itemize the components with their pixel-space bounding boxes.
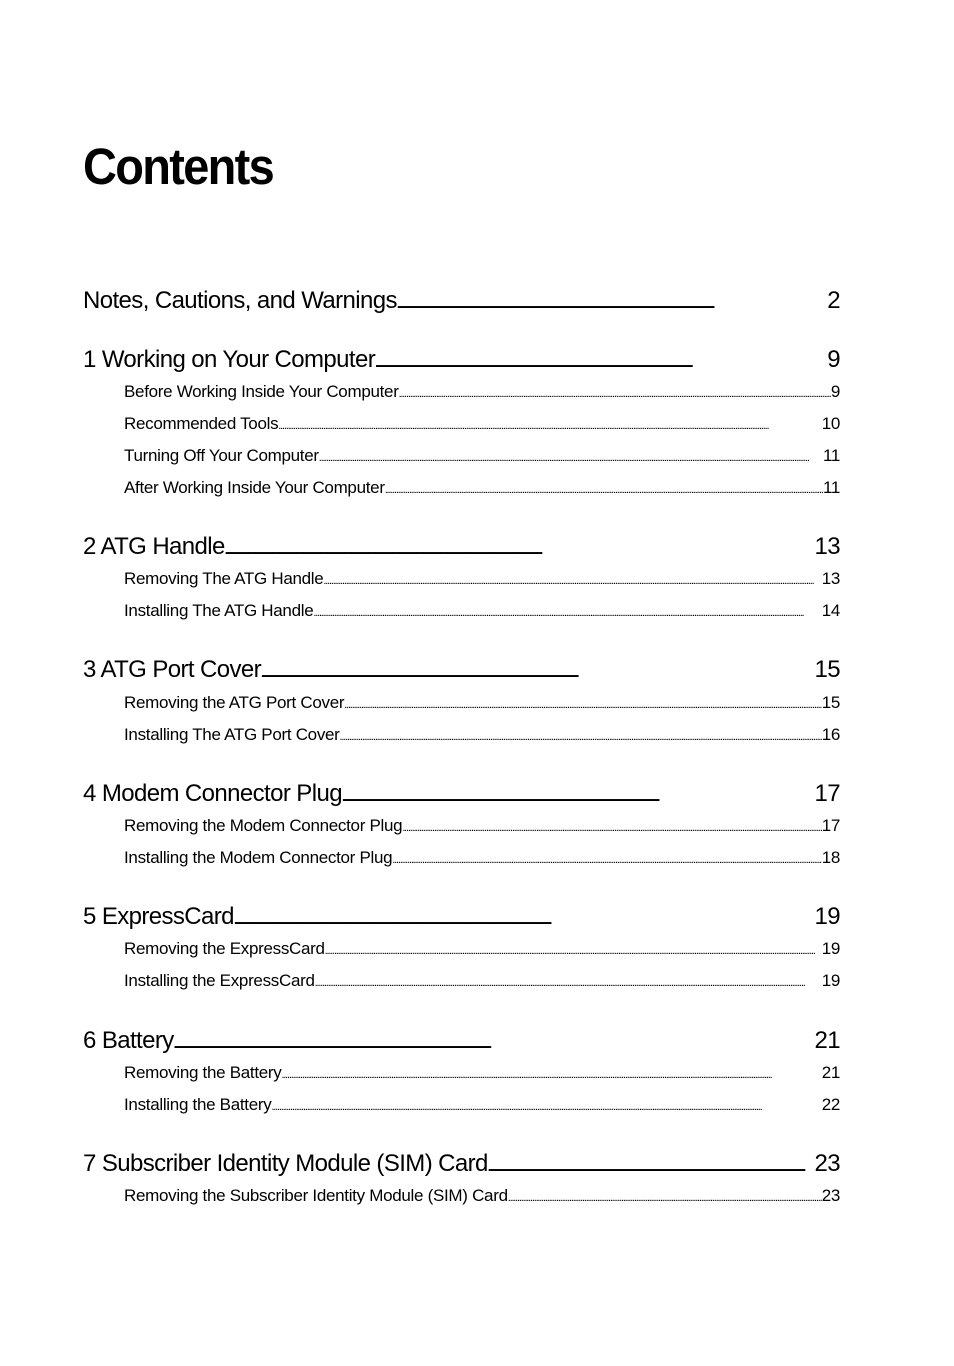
toc-chapter-entry[interactable] [83,1026,840,1056]
toc-section-entry[interactable] [124,1185,840,1207]
toc-section-entry[interactable] [124,970,840,992]
toc-page-number: 22 [821,1095,840,1114]
toc-section-entry[interactable] [124,815,840,837]
toc-section-entry[interactable] [124,413,840,435]
toc-page-number: 15 [821,693,840,712]
page-title: Contents [83,138,274,195]
toc-leader-dots [323,570,821,590]
toc-entry-label: Removing the Modem Connector Plug [124,816,403,835]
toc-section-entry[interactable] [124,381,840,403]
toc-page-number: 21 [814,1027,840,1054]
toc-leader-dots [278,415,821,435]
toc-entry-label: 2 ATG Handle [83,533,225,560]
toc-page-number: 14 [821,601,840,620]
toc-page-number: 23 [821,1186,840,1205]
toc-entry-label: Removing the Subscriber Identity Module (SIM) Card [124,1186,508,1205]
toc-leader-dots [385,479,823,499]
toc-entry-label: Notes, Cautions, and Warnings [83,287,397,314]
toc-page-number: 2 [827,287,840,314]
toc-entry-label: 6 Battery [83,1027,174,1054]
toc-leader-dots [399,383,831,403]
toc-entry-label: 5 ExpressCard [83,903,234,930]
toc-entry-label: Installing The ATG Handle [124,601,314,620]
toc-entry-label: 1 Working on Your Computer [83,346,376,373]
toc-page-number: 17 [814,780,840,807]
toc-page-number: 11 [822,446,840,465]
toc-leader-dots [234,905,815,932]
toc-entry-label: Before Working Inside Your Computer [124,382,399,401]
toc-section-entry[interactable] [124,1062,840,1084]
toc-leader-dots [281,1064,821,1084]
toc-leader-dots [325,940,822,960]
toc-page-number: 19 [821,939,840,958]
toc-page-number: 21 [821,1063,840,1082]
toc-page-number: 13 [821,569,840,588]
toc-page-number: 15 [814,656,840,683]
toc-leader-dots [488,1152,815,1179]
toc-page-number: 23 [814,1150,840,1177]
toc-section-entry[interactable] [124,692,840,714]
toc-page-number: 13 [814,533,840,560]
toc-leader-dots [397,289,827,316]
toc-section-entry[interactable] [124,938,840,960]
toc-leader-dots [319,447,823,467]
toc-entry-label: 3 ATG Port Cover [83,656,262,683]
toc-section-entry[interactable] [124,724,840,746]
toc-leader-dots [271,1096,821,1116]
toc-leader-dots [174,1029,815,1056]
toc-entry-label: Recommended Tools [124,414,279,433]
toc-chapter-entry[interactable] [83,902,840,932]
toc-leader-dots [225,535,815,562]
toc-chapter-entry[interactable] [83,345,840,375]
toc-page-number: 16 [821,725,840,744]
toc-page-number: 17 [821,816,840,835]
toc-entry-label: Removing the Battery [124,1063,282,1082]
toc-section-entry[interactable] [124,477,840,499]
toc-entry-label: Removing the ExpressCard [124,939,325,958]
toc-chapter-entry[interactable] [83,779,840,809]
toc-page-number: 9 [830,382,840,401]
toc-section-entry[interactable] [124,445,840,467]
toc-page-number: 11 [822,478,840,497]
toc-chapter-entry[interactable] [83,655,840,685]
toc-leader-dots [315,972,822,992]
toc-leader-dots [313,602,821,622]
toc-page-number: 10 [821,414,840,433]
toc-page-number: 9 [827,346,840,373]
toc-page-number: 19 [821,971,840,990]
toc-leader-dots [375,348,827,375]
toc-leader-dots [340,726,822,746]
toc-leader-dots [344,694,821,714]
toc-entry-label: Turning Off Your Computer [124,446,319,465]
toc-leader-dots [402,817,821,837]
toc-page-number: 18 [821,848,840,867]
toc-leader-dots [342,782,815,809]
toc-chapter-entry[interactable] [83,286,840,316]
toc-section-entry[interactable] [124,1094,840,1116]
toc-entry-label: Installing The ATG Port Cover [124,725,340,744]
toc-entry-label: 7 Subscriber Identity Module (SIM) Card [83,1150,488,1177]
toc-leader-dots [508,1187,822,1207]
toc-section-entry[interactable] [124,847,840,869]
toc-entry-label: Installing the ExpressCard [124,971,315,990]
toc-entry-label: After Working Inside Your Computer [124,478,385,497]
toc-leader-dots [261,658,814,685]
toc-entry-label: Removing the ATG Port Cover [124,693,345,712]
toc-entry-label: Installing the Battery [124,1095,272,1114]
toc-section-entry[interactable] [124,568,840,590]
toc-leader-dots [392,849,821,869]
toc-entry-label: 4 Modem Connector Plug [83,780,342,807]
toc-section-entry[interactable] [124,600,840,622]
toc-entry-label: Removing The ATG Handle [124,569,324,588]
toc-chapter-entry[interactable] [83,532,840,562]
toc-entry-label: Installing the Modem Connector Plug [124,848,393,867]
toc-page-number: 19 [814,903,840,930]
toc-chapter-entry[interactable] [83,1149,840,1179]
